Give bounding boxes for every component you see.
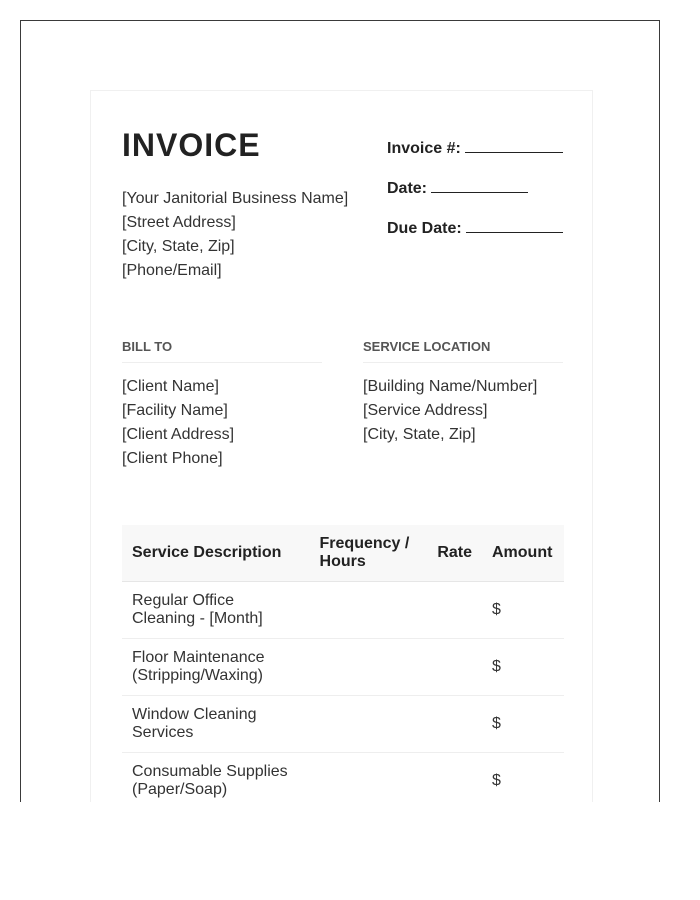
row-frequency[interactable] <box>310 639 428 696</box>
row-amount[interactable]: $ <box>482 582 564 639</box>
service-address: [Service Address] <box>363 402 488 419</box>
bill-to-heading: BILL TO <box>122 339 322 363</box>
due-date-label: Due Date: <box>387 220 462 237</box>
table-header-row <box>122 525 564 582</box>
date-label: Date: <box>387 180 428 197</box>
row-rate[interactable] <box>427 753 482 803</box>
row-rate[interactable] <box>427 582 482 639</box>
row-frequency[interactable] <box>310 696 428 753</box>
business-city: [City, State, Zip] <box>122 238 235 255</box>
header-description: Service Description <box>122 525 310 582</box>
row-description: Window Cleaning Services <box>122 696 310 753</box>
building-name: [Building Name/Number] <box>363 378 538 395</box>
header-rate: Rate <box>427 525 482 582</box>
row-frequency[interactable] <box>310 582 428 639</box>
table-row <box>122 753 564 803</box>
service-city: [City, State, Zip] <box>363 426 476 443</box>
row-amount[interactable]: $ <box>482 696 564 753</box>
row-amount[interactable]: $ <box>482 639 564 696</box>
invoice-sheet <box>90 90 593 802</box>
invoice-meta <box>387 139 563 259</box>
client-phone: [Client Phone] <box>122 450 223 467</box>
row-description: Regular Office Cleaning - [Month] <box>122 582 310 639</box>
services-table <box>122 525 564 802</box>
row-rate[interactable] <box>427 639 482 696</box>
business-contact: [Phone/Email] <box>122 262 222 279</box>
row-description: Consumable Supplies (Paper/Soap) <box>122 753 310 803</box>
due-date-blank[interactable] <box>466 231 563 233</box>
bill-to-block <box>122 375 234 471</box>
header-frequency: Frequency / Hours <box>310 525 428 582</box>
invoice-number-row <box>387 139 563 179</box>
invoice-number-blank[interactable] <box>465 151 563 153</box>
table-row <box>122 639 564 696</box>
table-row <box>122 582 564 639</box>
row-description: Floor Maintenance (Stripping/Waxing) <box>122 639 310 696</box>
business-info <box>122 187 348 283</box>
page-frame <box>20 20 660 802</box>
client-address: [Client Address] <box>122 426 235 443</box>
date-row <box>387 179 563 219</box>
table-row <box>122 696 564 753</box>
business-street: [Street Address] <box>122 214 236 231</box>
row-frequency[interactable] <box>310 753 428 803</box>
date-blank[interactable] <box>431 191 528 193</box>
invoice-title: INVOICE <box>122 127 261 163</box>
row-amount[interactable]: $ <box>482 753 564 803</box>
service-location-heading: SERVICE LOCATION <box>363 339 563 363</box>
row-rate[interactable] <box>427 696 482 753</box>
invoice-number-label: Invoice #: <box>387 140 461 157</box>
facility-name: [Facility Name] <box>122 402 228 419</box>
client-name: [Client Name] <box>122 378 219 395</box>
service-location-block <box>363 375 537 447</box>
header-amount: Amount <box>482 525 564 582</box>
due-date-row <box>387 219 563 259</box>
business-name: [Your Janitorial Business Name] <box>122 190 349 207</box>
